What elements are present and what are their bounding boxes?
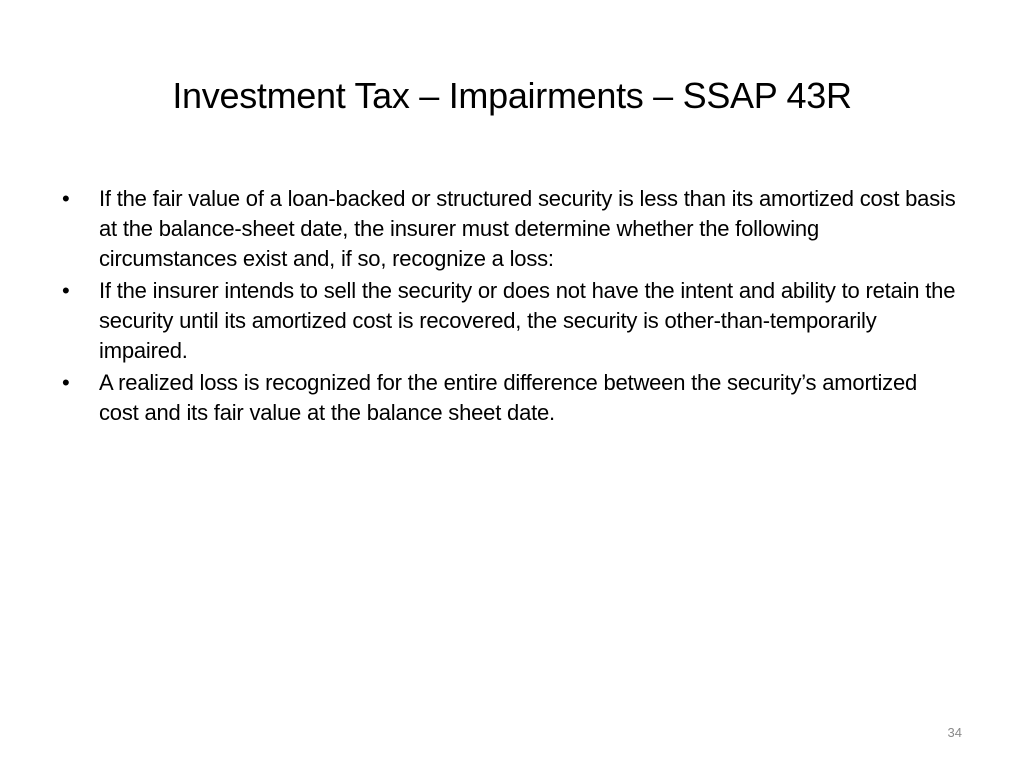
bullet-list <box>62 184 962 430</box>
bullet-item <box>62 276 962 366</box>
page-number: 34 <box>947 725 962 740</box>
bullet-icon: • <box>62 370 70 395</box>
bullet-text: If the fair value of a loan-backed or structured security is less than its amortized cost basis at the balance-sheet date, the insurer must determine whether the following circumstances exist and, if so, recognize a loss: <box>99 186 956 271</box>
bullet-text: If the insurer intends to sell the security or does not have the intent and ability to retain the security until its amortized cost is recovered, the security is other-than-temporarily impaired. <box>99 278 956 363</box>
bullet-icon: • <box>62 186 70 211</box>
slide-title: Investment Tax – Impairments – SSAP 43R <box>172 75 852 116</box>
bullet-item <box>62 368 962 428</box>
bullet-item <box>62 184 962 274</box>
bullet-icon: • <box>62 278 70 303</box>
bullet-text: A realized loss is recognized for the entire difference between the security’s amortized cost and its fair value at the balance sheet date. <box>99 370 918 425</box>
